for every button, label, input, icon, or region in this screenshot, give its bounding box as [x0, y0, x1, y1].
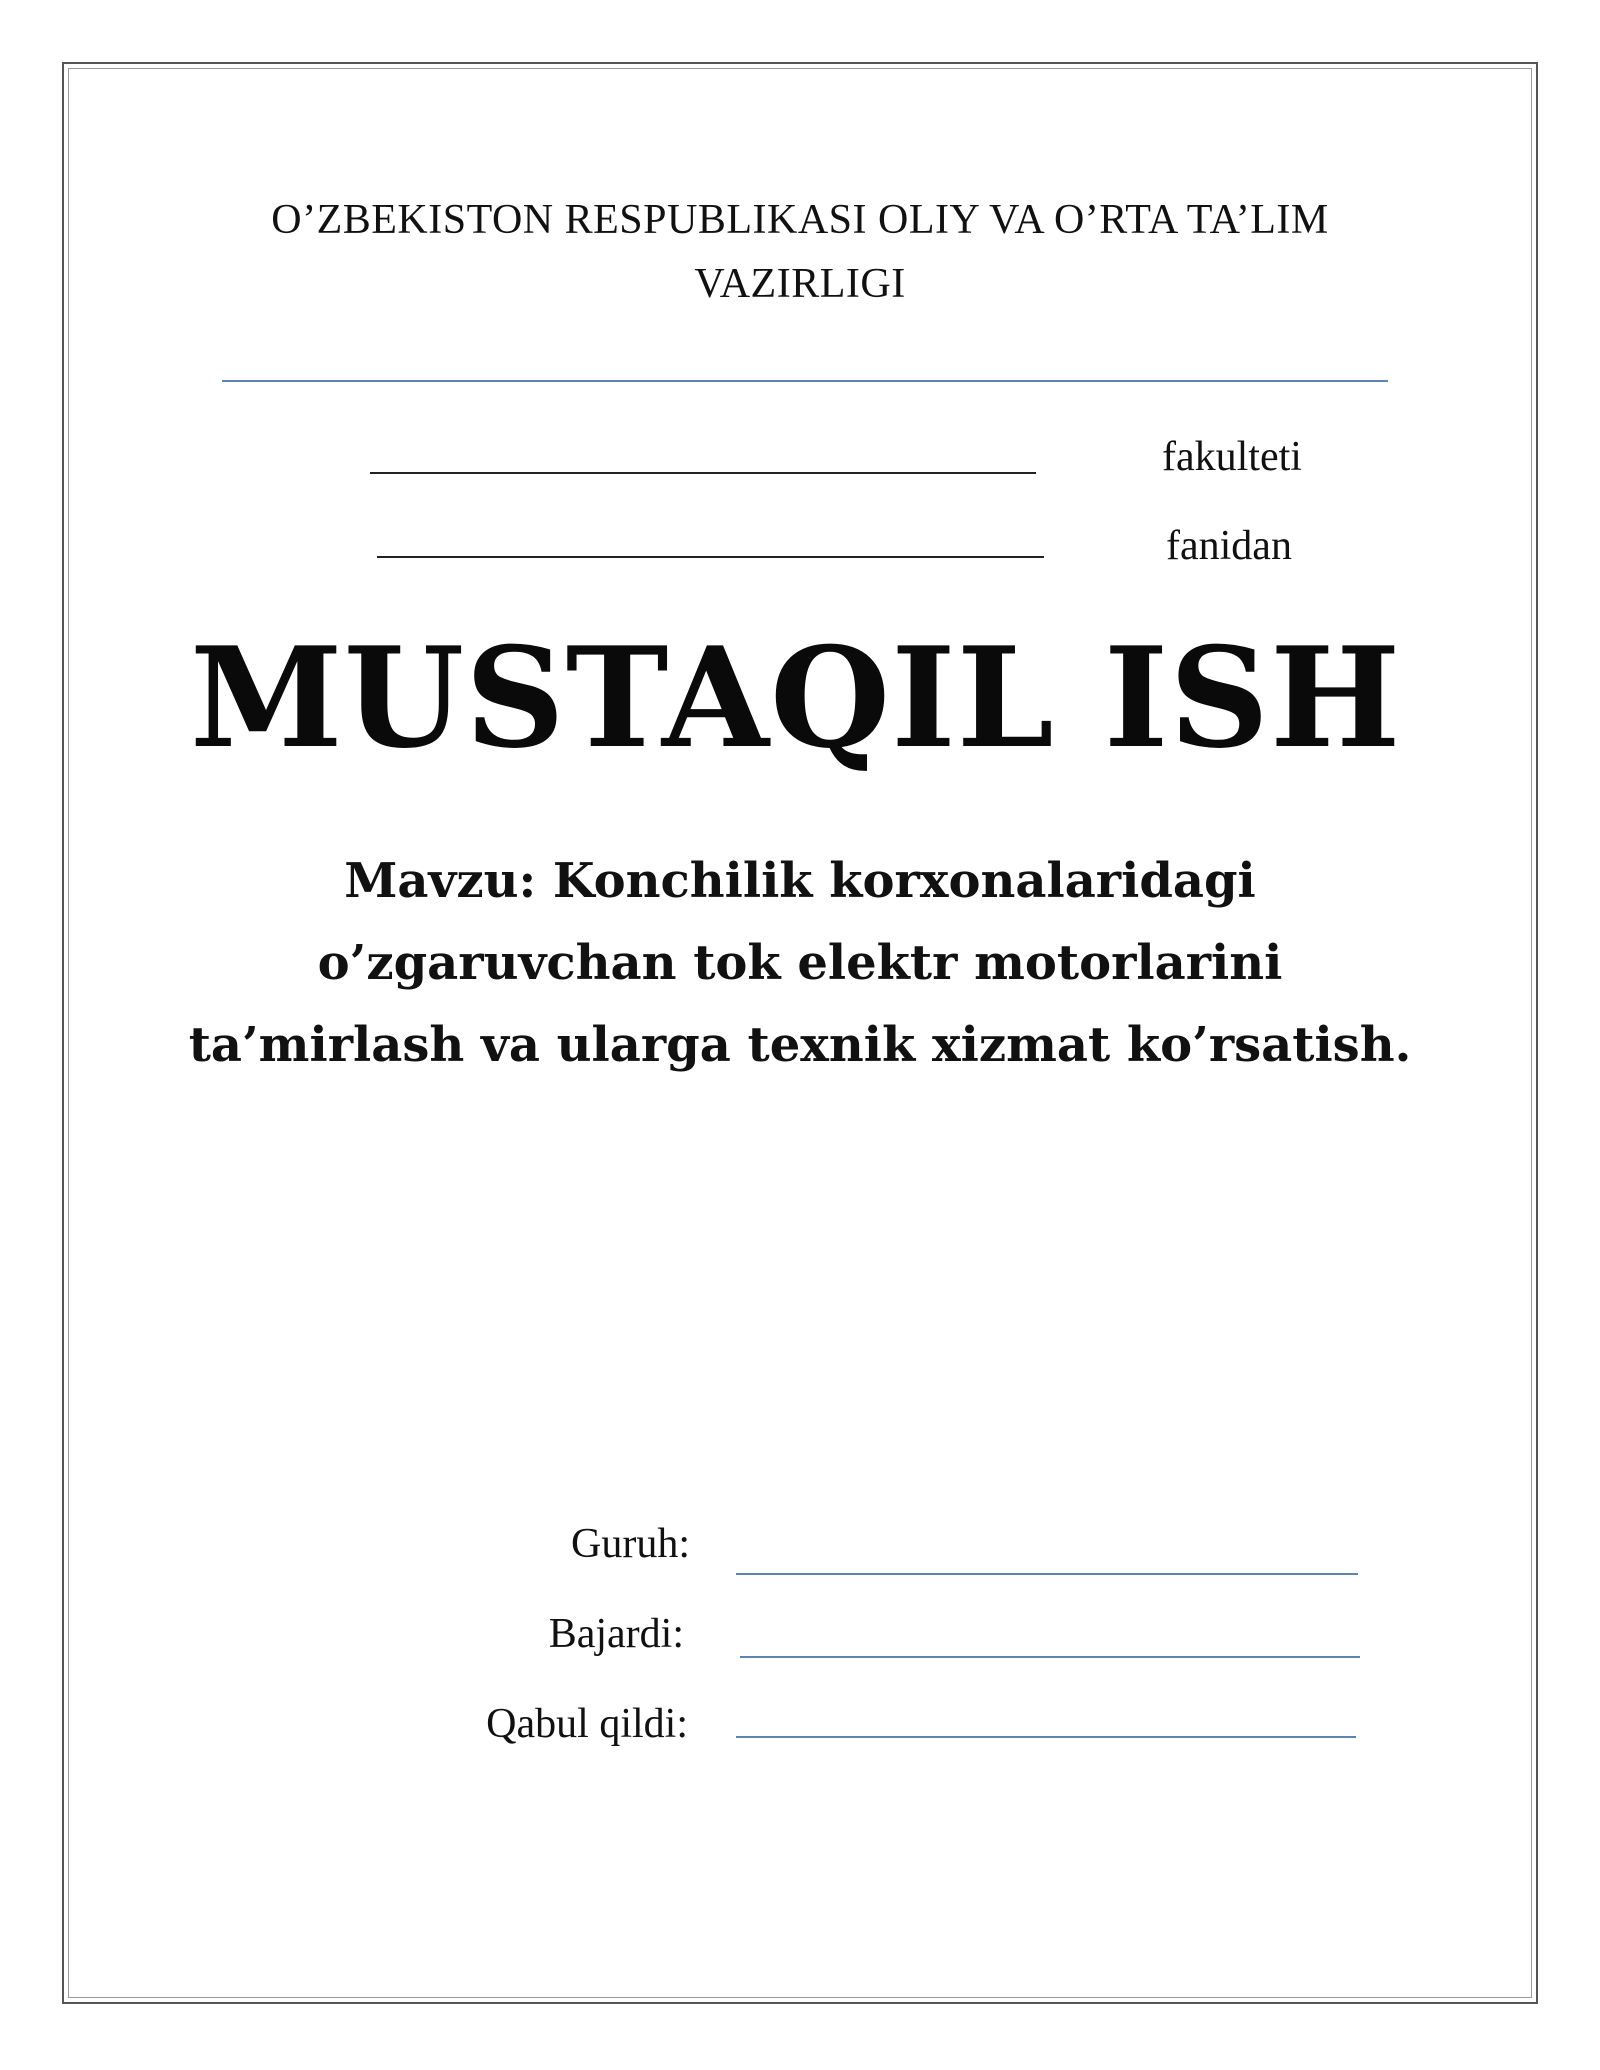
- subject-label: fanidan: [1166, 523, 1292, 569]
- group-label: Guruh:: [571, 1521, 690, 1567]
- faculty-label: fakulteti: [1162, 434, 1302, 480]
- topic-line-2: o’zgaruvchan tok elektr motorlarini: [317, 935, 1283, 991]
- ministry-line-1: O’ZBEKISTON RESPUBLIKASI OLIY VA O’RTA TA’LIM: [271, 197, 1329, 243]
- document-title: MUSTAQIL ISH: [190, 616, 1402, 779]
- topic-line-1: Mavzu: Konchilik korxonalaridagi: [344, 853, 1256, 909]
- accepted-by-blank-line: [736, 1736, 1356, 1738]
- university-name-line: [222, 380, 1388, 382]
- subject-blank-line: [377, 556, 1044, 558]
- done-by-blank-line: [740, 1656, 1360, 1658]
- accepted-by-label: Qabul qildi:: [486, 1701, 688, 1747]
- done-by-label: Bajardi:: [548, 1611, 684, 1657]
- ministry-header: [140, 188, 1460, 316]
- topic-block: [120, 840, 1480, 1086]
- faculty-blank-line: [370, 472, 1036, 474]
- topic-line-3: ta’mirlash va ularga texnik xizmat ko’rsatish.: [188, 1017, 1412, 1073]
- ministry-line-2: VAZIRLIGI: [694, 261, 906, 307]
- group-blank-line: [736, 1573, 1358, 1575]
